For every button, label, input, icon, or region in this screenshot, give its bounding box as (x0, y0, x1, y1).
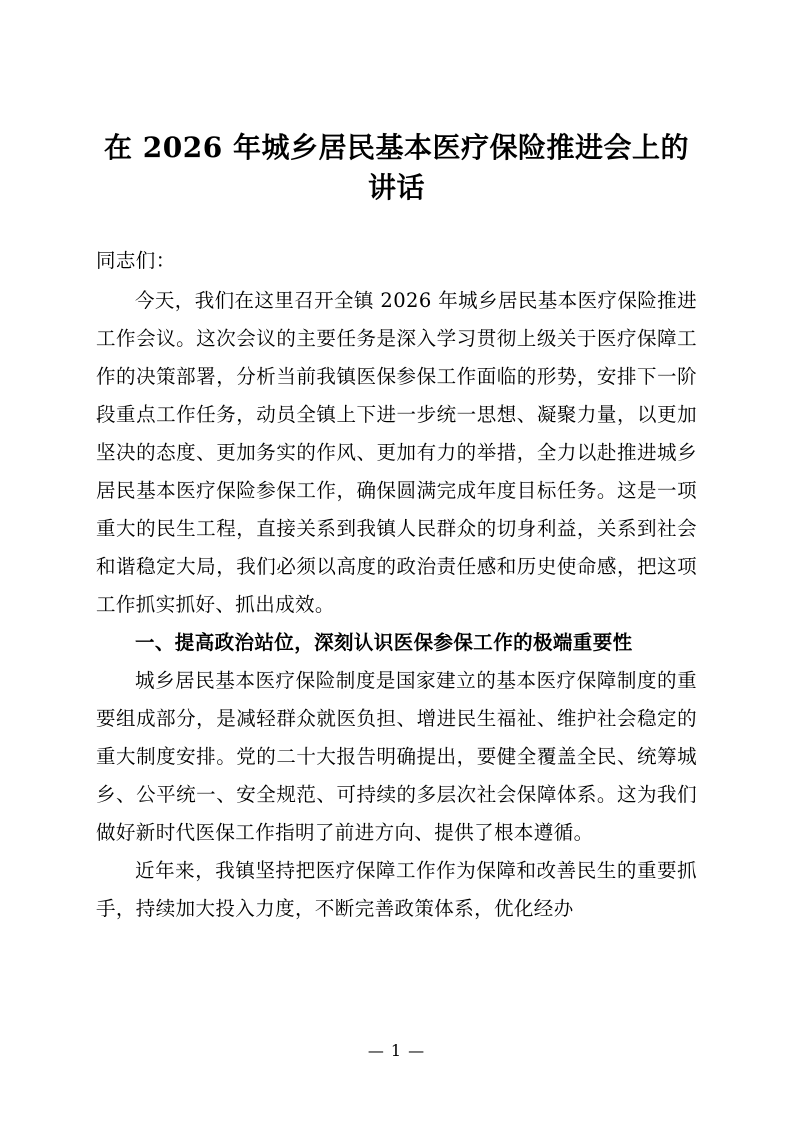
paragraph-section1-1: 城乡居民基本医疗保险制度是国家建立的基本医疗保障制度的重要组成部分，是减轻群众就医负担、增进民生福祉、维护社会稳定的重大制度安排。党的二十大报告明确提出，要健全覆盖全民、统筹城乡、公平统一、安全规范、可持续的多层次社会保障体系。这为我们做好新时代医保工作指明了前进方向、提供了根本遵循。 (96, 668, 697, 844)
page-number: — 1 — (367, 1041, 426, 1060)
page-title: 在 2026 年城乡居民基本医疗保险推进会上的讲话 (104, 131, 689, 204)
salutation: 同志们： (96, 248, 176, 272)
section-heading-1: 一、提高政治站位，深刻认识医保参保工作的极端重要性 (135, 630, 633, 654)
paragraph-opening: 今天，我们在这里召开全镇 2026 年城乡居民基本医疗保险推进工作会议。这次会议的主要任务是深入学习贯彻上级关于医疗保障工作的决策部署，分析当前我镇医保参保工作面临的形势，安排下一阶段重点工作任务，动员全镇上下进一步统一思想、凝聚力量，以更加坚决的态度、更加务实的作风、更加有力的举措，全力以赴推进城乡居民基本医疗保险参保工作，确保圆满完成年度目标任务。这是一项重大的民生工程，直接关系到我镇人民群众的切身利益，关系到社会和谐稳定大局，我们必须以高度的政治责任感和历史使命感，把这项工作抓实抓好、抓出成效。 (96, 288, 697, 616)
paragraph-section1-2: 近年来，我镇坚持把医疗保障工作作为保障和改善民生的重要抓手，持续加大投入力度，不断完善政策体系，优化经办 (96, 858, 697, 920)
